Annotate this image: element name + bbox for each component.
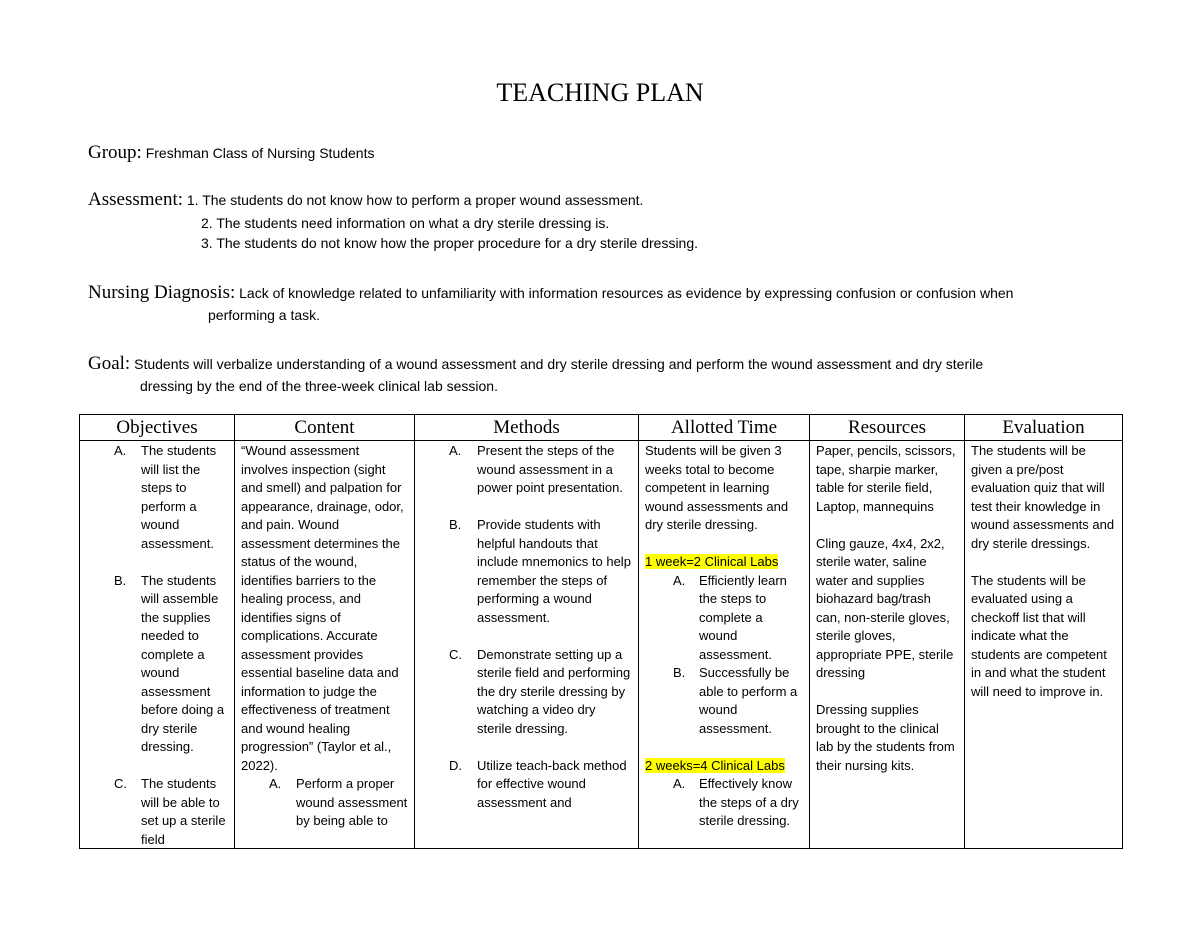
week1-item: A. Efficiently learn the steps to complete a wound assessment.	[673, 572, 787, 662]
objective-item: A. The students will list the steps to perform a wound assessment.	[114, 443, 217, 551]
week2-label: 2 weeks=4 Clinical Labs	[645, 757, 785, 773]
objective-item: C. The students will be able to set up a sterile field	[114, 776, 226, 847]
table-header-row	[80, 415, 1123, 441]
resources-paragraph: Paper, pencils, scissors, tape, sharpie marker, table for sterile field, Laptop, mannequins	[816, 443, 956, 514]
resources-paragraph: Cling gauze, 4x4, 2x2, sterile water, saline water and supplies biohazard bag/trash can, non-sterile gloves, sterile gloves, appropriate PPE, sterile dressing	[816, 535, 954, 680]
method-item: D. Utilize teach-back method for effective wound assessment and	[449, 757, 627, 810]
week1-item: B. Successfully be able to perform a wound assessment.	[673, 665, 798, 736]
objective-item: B. The students will assemble the supplies needed to complete a wound assessment before doing a dry sterile dressing.	[114, 572, 225, 754]
teaching-plan-table	[79, 414, 1123, 849]
header-resources: Resources	[810, 415, 965, 441]
week1-label: 1 week=2 Clinical Labs	[645, 554, 779, 569]
assessment-item-3: 3. The students do not know how the proper procedure for a dry sterile dressing.	[201, 235, 699, 251]
allotted-time-cell	[639, 441, 810, 849]
content-cell	[235, 441, 415, 849]
header-content: Content	[235, 415, 415, 441]
header-evaluation: Evaluation	[965, 415, 1123, 441]
objectives-cell	[80, 441, 235, 849]
header-allotted-time: Allotted Time	[639, 415, 810, 441]
resources-cell	[810, 441, 965, 849]
nursing-diagnosis-line-1: Lack of knowledge related to unfamiliarity with information resources as evidence by expressing confusion or confusion when	[239, 285, 1014, 301]
goal-line-1: Students will verbalize understanding of a wound assessment and dry sterile dressing and perform the wound assessment and dry sterile	[134, 356, 984, 372]
nursing-diagnosis-section	[88, 283, 1013, 303]
evaluation-cell	[965, 441, 1123, 849]
header-methods: Methods	[415, 415, 639, 441]
group-label: Group:	[88, 142, 142, 163]
resources-paragraph: Dressing supplies brought to the clinical lab by the students from their nursing kits.	[816, 702, 955, 773]
goal-section	[88, 354, 983, 374]
week2-item: A. Effectively know the steps of a dry sterile dressing.	[673, 776, 799, 828]
method-item: C. Demonstrate setting up a sterile field and performing the dry sterile dressing by watching a video dry sterile dressing.	[449, 646, 631, 736]
assessment-label: Assessment:	[88, 189, 183, 210]
header-objectives: Objectives	[80, 415, 235, 441]
page-title: TEACHING PLAN	[496, 78, 704, 107]
evaluation-paragraph: The students will be given a pre/post evaluation quiz that will test their knowledge in wound assessments and dry sterile dressings.	[971, 443, 1115, 551]
content-sub-item: A. Perform a proper wound assessment by being able to	[269, 776, 408, 828]
method-item: A. Present the steps of the wound assessment in a power point presentation.	[449, 443, 623, 495]
assessment-item-2: 2. The students need information on what a dry sterile dressing is.	[201, 215, 610, 231]
methods-cell	[415, 441, 639, 849]
evaluation-paragraph: The students will be evaluated using a checkoff list that will indicate what the students are competent in and what the student will need to improve in.	[971, 572, 1107, 699]
group-text: Freshman Class of Nursing Students	[145, 145, 375, 161]
goal-label: Goal:	[88, 353, 131, 374]
method-item: B. Provide students with helpful handouts that include mnemonics to help remember the steps of performing a wound assessment.	[449, 517, 631, 625]
nursing-diagnosis-label: Nursing Diagnosis:	[88, 282, 236, 303]
assessment-section	[88, 190, 643, 210]
goal-line-2: dressing by the end of the three-week clinical lab session.	[140, 378, 498, 394]
content-paragraph: “Wound assessment involves inspection (sight and smell) and palpation for appearance, drainage, odor, and pain. Wound assessment determines the status of the wound, identifies barriers to the healing process, and identifies signs of complications. Accurate assessment provides essential baseline data and information to judge the effectiveness of treatment and wound healing progression” (Taylor et al., 2022).	[241, 443, 404, 773]
nursing-diagnosis-line-2: performing a task.	[208, 307, 321, 323]
allotted-time-intro: Students will be given 3 weeks total to become competent in learning wound assessments and dry sterile dressing.	[645, 443, 789, 532]
assessment-item-1: 1. The students do not know how to perform a proper wound assessment.	[186, 192, 644, 208]
group-section	[88, 143, 374, 163]
table-row	[80, 441, 1123, 849]
